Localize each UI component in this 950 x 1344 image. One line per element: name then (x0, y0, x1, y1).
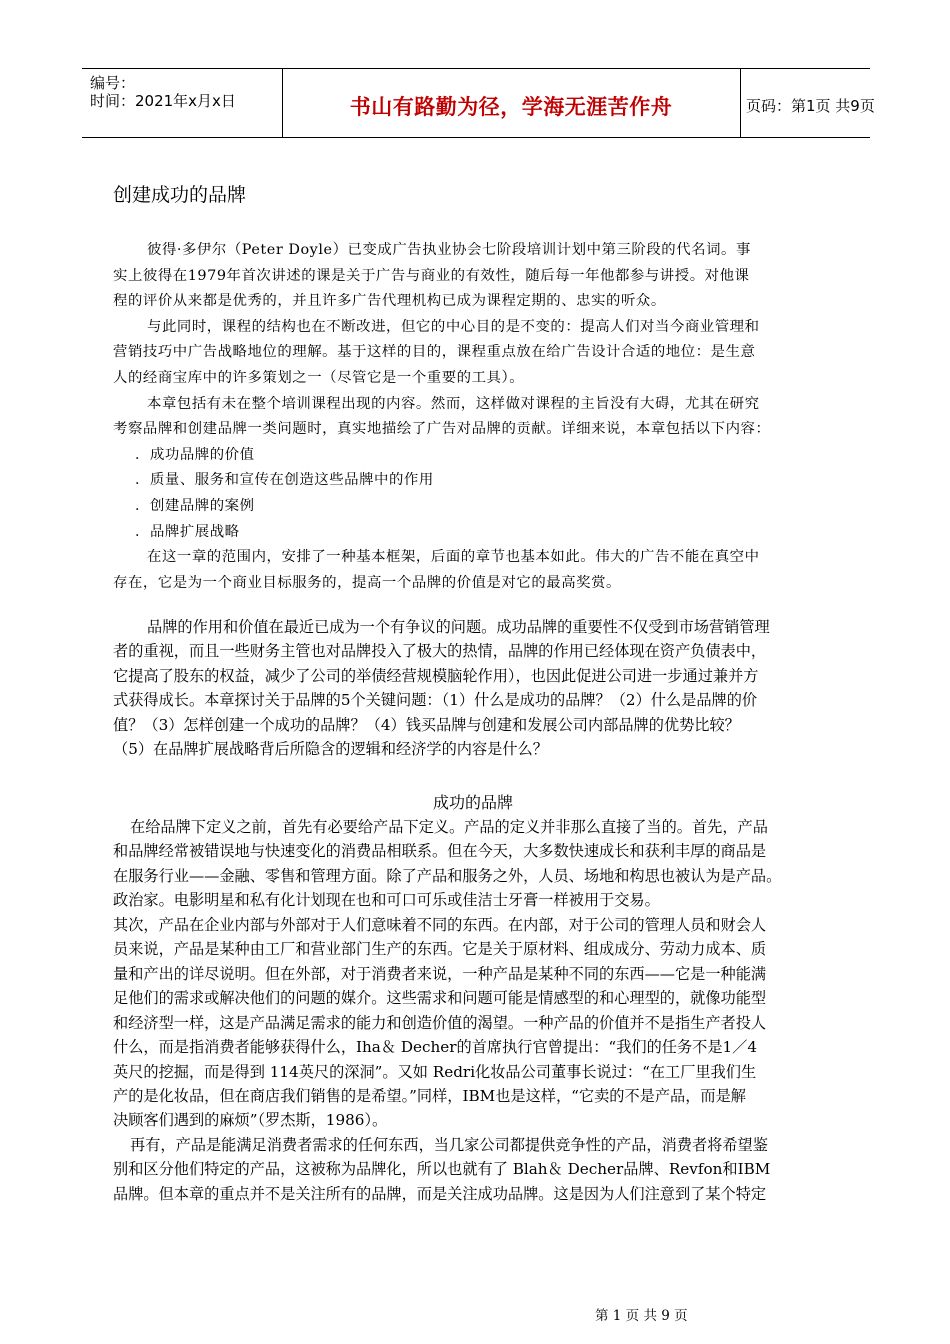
brand-questions-paragraph (113, 615, 837, 761)
body-line: 和品牌经常被错误地与快速变化的消费品相联系。但在今天，大多数快速成长和获利丰厚的商品是 (113, 842, 767, 861)
body-line: 再有，产品是能满足消费者需求的任何东西，当几家公司都提供竞争性的产品，消费者将希望鉴 (130, 1135, 768, 1154)
page-footer: 第 1 页 共 9 页 (595, 1308, 688, 1324)
intro-line: 本章包括有未在整个培训课程出现的内容。然而，这样做对课程的主旨没有大碍，尤其在研究 (147, 395, 760, 412)
body-line: 和经济型一样，这是产品满足需求的能力和创造价值的渴望。一种产品的价值并不是指生产者投人 (113, 1013, 767, 1032)
body-line: 在给品牌下定义之前，首先有必要给产品下定义。产品的定义并非那么直接了当的。首先，产品 (130, 818, 768, 836)
paragraph-line: 它提高了股东的权益，减少了公司的举债经营规模脑轮作用），也因此促进公司进一步通过兼并方 (113, 666, 759, 685)
section-heading-text: 成功的品牌 (432, 793, 513, 812)
number-label: 编号： (90, 74, 136, 92)
body-line: 员来说，产品是某种由工厂和营业部门生产的东西。它是关于原材料、组成成分、劳动力成本、质 (113, 940, 767, 959)
bullet-item: ．质量、服务和宣传在创造这些品牌中的作用 (135, 472, 434, 489)
body-line: 足他们的需求或解决他们的问题的媒介。这些需求和问题可能是情感型的和心理型的，就像功能型 (113, 989, 767, 1008)
intro-line: 实上彼得在1979年首次讲述的课是关于广告与商业的有效性，随后每一年他都参与讲授。对他课 (113, 267, 750, 284)
intro-line: 考察品牌和创建品牌一类问题时，真实地描绘了广告对品牌的贡献。详细来说，本章包括以下内容： (113, 421, 771, 438)
intro-line: 彼得·多伊尔（Peter Doyle）已变成广告执业协会七阶段培训计划中第三阶段的代名词。事 (147, 242, 751, 258)
header-center-cell (282, 69, 741, 137)
document-title: 创建成功的品牌 (113, 184, 247, 206)
motto: 书山有路勤为径，学海无涯苦作舟 (349, 95, 673, 119)
body-line: 其次，产品在企业内部与外部对于人们意味着不同的东西。在内部，对于公司的管理人员和财会人 (113, 915, 767, 934)
body-line: 政治家。电影明星和私有化计划现在也和可口可乐或佳洁士牙膏一样被用于交易。 (113, 891, 660, 910)
page-number-label: 页码：第1页 共9页 (746, 97, 875, 115)
paragraph-line: （5）在品牌扩展战略背后所隐含的逻辑和经济学的内容是什么？ (113, 740, 548, 759)
header-table (82, 68, 875, 138)
paragraph-line: 品牌的作用和价值在最近已成为一个有争议的问题。成功品牌的重要性不仅受到市场营销管理 (147, 618, 770, 636)
body-line: 别和区分他们特定的产品，这被称为品牌化，所以也就有了 Blah＆ Decher品牌、Revfon和IBM (113, 1160, 771, 1179)
date-label: 时间：2021年x月x日 (90, 92, 236, 110)
intro-section (113, 238, 837, 596)
bullet-item: ．成功品牌的价值 (135, 446, 255, 463)
paragraph-line: 式获得成长。本章探讨关于品牌的5个关键问题：（1）什么是成功的品牌？（2）什么是品牌的价 (113, 691, 758, 710)
body-line: 在服务行业——金融、零售和管理方面。除了产品和服务之外，人员、场地和构思也被认为是产品。 (113, 866, 782, 885)
body-line: 品牌。但本章的重点并不是关注所有的品牌，而是关注成功品牌。这是因为人们注意到了某个特定 (113, 1184, 767, 1203)
body-line: 量和产出的详尽说明。但在外部，对于消费者来说，一种产品是某种不同的东西——它是一种能满 (113, 964, 767, 983)
intro-line: 与此同时，课程的结构也在不断改进，但它的中心目的是不变的：提高人们对当今商业管理和 (147, 318, 760, 335)
successful-brand-section (113, 815, 837, 1206)
header-right-cell (740, 69, 875, 137)
section-heading (0, 790, 950, 813)
intro-line: 在这一章的范围内，安排了一种基本框架，后面的章节也基本如此。伟大的广告不能在真空中 (147, 549, 760, 566)
bullet-item: ．品牌扩展战略 (135, 523, 240, 540)
body-line: 产的是化妆品，但在商店我们销售的是希望。”同样，IBM也是这样，“它卖的不是产品，而是解 (113, 1086, 746, 1105)
intro-line: 营销技巧中广告战略地位的理解。基于这样的目的，课程重点放在给广告设计合适的地位：是生意 (113, 344, 756, 361)
body-line: 什么，而是指消费者能够获得什么，Iha＆ Decher的首席执行官曾提出：“我们的任务不是1／4 (113, 1038, 758, 1057)
intro-line: 人的经商宝库中的许多策划之一（尽管它是一个重要的工具）。 (113, 369, 525, 386)
body-line: 决顾客们遇到的麻烦”（罗杰斯，1986）。 (113, 1111, 388, 1130)
header-left-cell (82, 69, 283, 137)
paragraph-line: 者的重视，而且一些财务主管也对品牌投入了极大的热情，品牌的作用已经体现在资产负债表中， (113, 642, 767, 661)
paragraph-line: 值？（3）怎样创建一个成功的品牌？（4）钱买品牌与创建和发展公司内部品牌的优势比较？ (113, 715, 740, 734)
bullet-item: ．创建品牌的案例 (135, 497, 255, 514)
body-line: 英尺的挖掘，而是得到 114英尺的深洞”。又如 Redri化妆品公司董事长说过：“在工厂里我们生 (113, 1062, 757, 1081)
intro-line: 程的评价从来都是优秀的，并且许多广告代理机构已成为课程定期的、忠实的听众。 (113, 293, 666, 310)
intro-line: 存在，它是为一个商业目标服务的，提高一个品牌的价值是对它的最高奖赏。 (113, 574, 621, 591)
